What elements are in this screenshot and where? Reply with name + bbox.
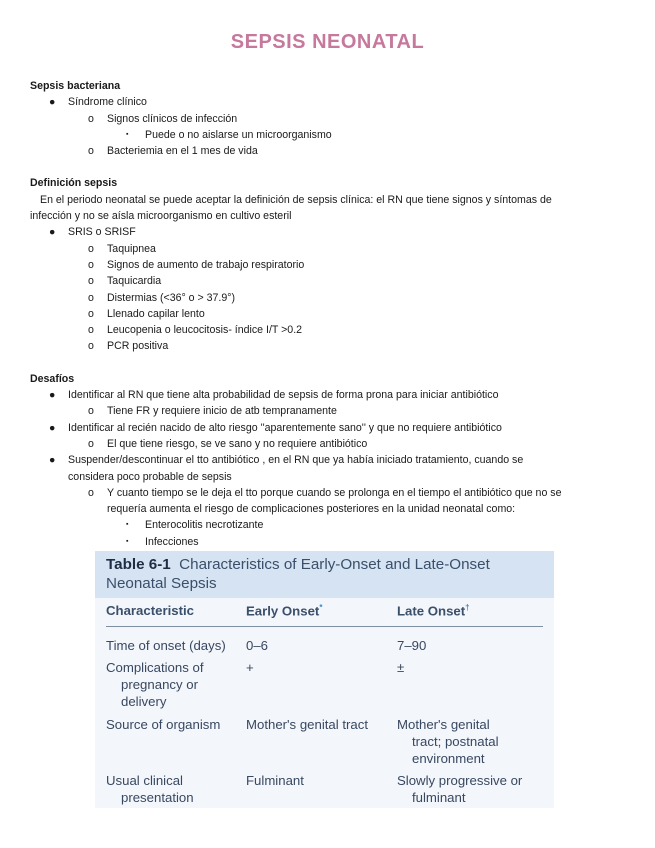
table-cell: 7–90 xyxy=(397,638,427,653)
list-item-text: El que tiene riesgo, se ve sano y no requiere antibiótico xyxy=(107,437,368,450)
list-item-text: Puede o no aislarse un microorganismo xyxy=(145,128,332,141)
bullet-icon: ▪ xyxy=(126,521,129,529)
list-item-text: Distermias (<36° o > 37.9°) xyxy=(107,291,235,304)
bullet-icon: o xyxy=(88,486,94,499)
list-item-text: SRIS o SRISF xyxy=(68,226,136,239)
list-item xyxy=(30,436,630,452)
list-item xyxy=(30,127,630,143)
heading-sepsis-bacteriana: Sepsis bacteriana xyxy=(30,80,121,92)
cell-line: Mother's genital xyxy=(397,717,490,732)
list-item-text: Taquicardia xyxy=(107,275,162,288)
cell-line: Slowly progressive or xyxy=(397,773,523,788)
bullet-icon: ● xyxy=(49,96,56,109)
table-cell xyxy=(106,773,194,807)
table-cell: ± xyxy=(397,660,405,675)
bullet-icon: ▪ xyxy=(126,130,129,138)
list-item xyxy=(30,534,630,550)
list-item-text: Síndrome clínico xyxy=(68,96,147,109)
list-item-text: Enterocolitis necrotizante xyxy=(145,519,264,532)
bullet-icon: o xyxy=(88,275,94,288)
bullet-icon: ● xyxy=(49,421,56,434)
paragraph-line: En el periodo neonatal se puede aceptar la definición de sepsis clínica: el RN que tiene signos y síntomas de xyxy=(40,193,552,206)
list-item-text: Llenado capilar lento xyxy=(107,307,205,320)
list-item-text: Signos de aumento de trabajo respiratorio xyxy=(107,258,305,271)
bullet-icon: o xyxy=(88,405,94,418)
list-item xyxy=(30,338,630,354)
table-cell: + xyxy=(246,660,254,675)
table-cell xyxy=(106,660,203,710)
col-header-early-onset-label: Early Onset xyxy=(246,603,320,619)
bullet-icon: ● xyxy=(49,454,56,467)
list-item-text: Tiene FR y requiere inicio de atb tempranamente xyxy=(107,405,337,418)
table-caption xyxy=(95,551,554,598)
list-item xyxy=(30,306,630,322)
cell-line: Usual clinical xyxy=(106,773,183,788)
footnote-mark: † xyxy=(465,603,470,612)
bullet-icon: o xyxy=(88,112,94,125)
bullet-icon: o xyxy=(88,307,94,320)
list-item xyxy=(30,241,630,257)
paragraph-line: infección y no se aísla microorganismo en cultivo esteril xyxy=(30,210,292,223)
list-item xyxy=(30,485,630,501)
list-item xyxy=(30,452,630,468)
list-item-text: Taquipnea xyxy=(107,242,156,255)
col-header-late-onset-label: Late Onset xyxy=(397,603,466,619)
bullet-icon: o xyxy=(88,437,94,450)
list-item-text: Identificar al RN que tiene alta probabilidad de sepsis de forma prona para iniciar antibiótico xyxy=(68,389,499,402)
table-cell: Mother's genital tract xyxy=(246,717,368,732)
bullet-icon: ● xyxy=(49,389,56,402)
list-item xyxy=(30,257,630,273)
col-header-characteristic: Characteristic xyxy=(106,603,194,618)
bullet-icon: ▪ xyxy=(126,537,129,545)
page-title: SEPSIS NEONATAL xyxy=(230,31,425,53)
table-cell: Time of onset (days) xyxy=(106,638,226,653)
bullet-icon: o xyxy=(88,242,94,255)
list-item xyxy=(30,224,630,240)
list-item-text: requería aumenta el riesgo de complicaciones posteriores en la unidad neonatal como: xyxy=(107,503,516,516)
list-item-text: Suspender/descontinuar el tto antibiótico , en el RN que ya había iniciado tratamiento, cuando se xyxy=(68,454,524,467)
list-item-text: Bacteriemia en el 1 mes de vida xyxy=(107,145,258,158)
bullet-icon: o xyxy=(88,291,94,304)
table-title-line2: Neonatal Sepsis xyxy=(106,575,217,592)
list-item-text: considera poco probable de sepsis xyxy=(68,470,232,483)
bullet-icon: ● xyxy=(49,226,56,239)
table-cell xyxy=(397,717,499,767)
list-item-continuation xyxy=(30,501,630,517)
bullet-icon: o xyxy=(88,324,94,337)
table-cell: 0–6 xyxy=(246,638,269,653)
bullet-icon: o xyxy=(88,258,94,271)
cell-line: fulminant xyxy=(412,789,466,805)
bullet-icon: o xyxy=(88,340,94,353)
footnote-mark: * xyxy=(319,603,323,612)
table-cell xyxy=(397,773,522,807)
list-item xyxy=(30,290,630,306)
list-item xyxy=(30,143,630,159)
list-item xyxy=(30,403,630,419)
list-item xyxy=(30,111,630,127)
list-item-text: Identificar al recién nacido de alto riesgo ''aparentemente sano'' y que no requiere antibiótico xyxy=(68,421,502,434)
list-item xyxy=(30,273,630,289)
list-item-text: Leucopenia o leucocitosis- índice I/T >0.2 xyxy=(107,324,303,337)
list-item xyxy=(30,94,630,110)
list-item xyxy=(30,517,630,533)
col-header-early-onset xyxy=(246,603,322,618)
list-item-text: Signos clínicos de infección xyxy=(107,112,238,125)
list-item-text: Infecciones xyxy=(145,535,199,548)
heading-definicion-sepsis: Definición sepsis xyxy=(30,177,118,190)
heading-desafios: Desafíos xyxy=(30,372,75,385)
table-title-line1: Characteristics of Early-Onset and Late-Onset xyxy=(179,556,490,573)
document-body xyxy=(30,78,630,550)
table-cell: Fulminant xyxy=(246,773,304,788)
cell-line: presentation xyxy=(121,789,194,805)
list-item xyxy=(30,387,630,403)
table-label: Table 6-1 xyxy=(106,556,171,573)
list-item-text: PCR positiva xyxy=(107,340,169,353)
cell-line: Complications of xyxy=(106,660,204,675)
list-item-continuation xyxy=(30,469,630,485)
list-item xyxy=(30,322,630,338)
cell-line: delivery xyxy=(121,693,167,709)
cell-line: tract; postnatal xyxy=(412,733,499,749)
list-item-text: Y cuanto tiempo se le deja el tto porque cuando se prolonga en el tiempo el antibiótico que no se xyxy=(107,486,562,499)
list-item xyxy=(30,420,630,436)
bullet-icon: o xyxy=(88,145,94,158)
sepsis-table xyxy=(95,551,554,808)
header-rule xyxy=(106,626,543,627)
cell-line: pregnancy or xyxy=(121,676,198,692)
table-cell: Source of organism xyxy=(106,717,221,732)
cell-line: environment xyxy=(412,750,485,766)
col-header-late-onset xyxy=(397,603,470,618)
